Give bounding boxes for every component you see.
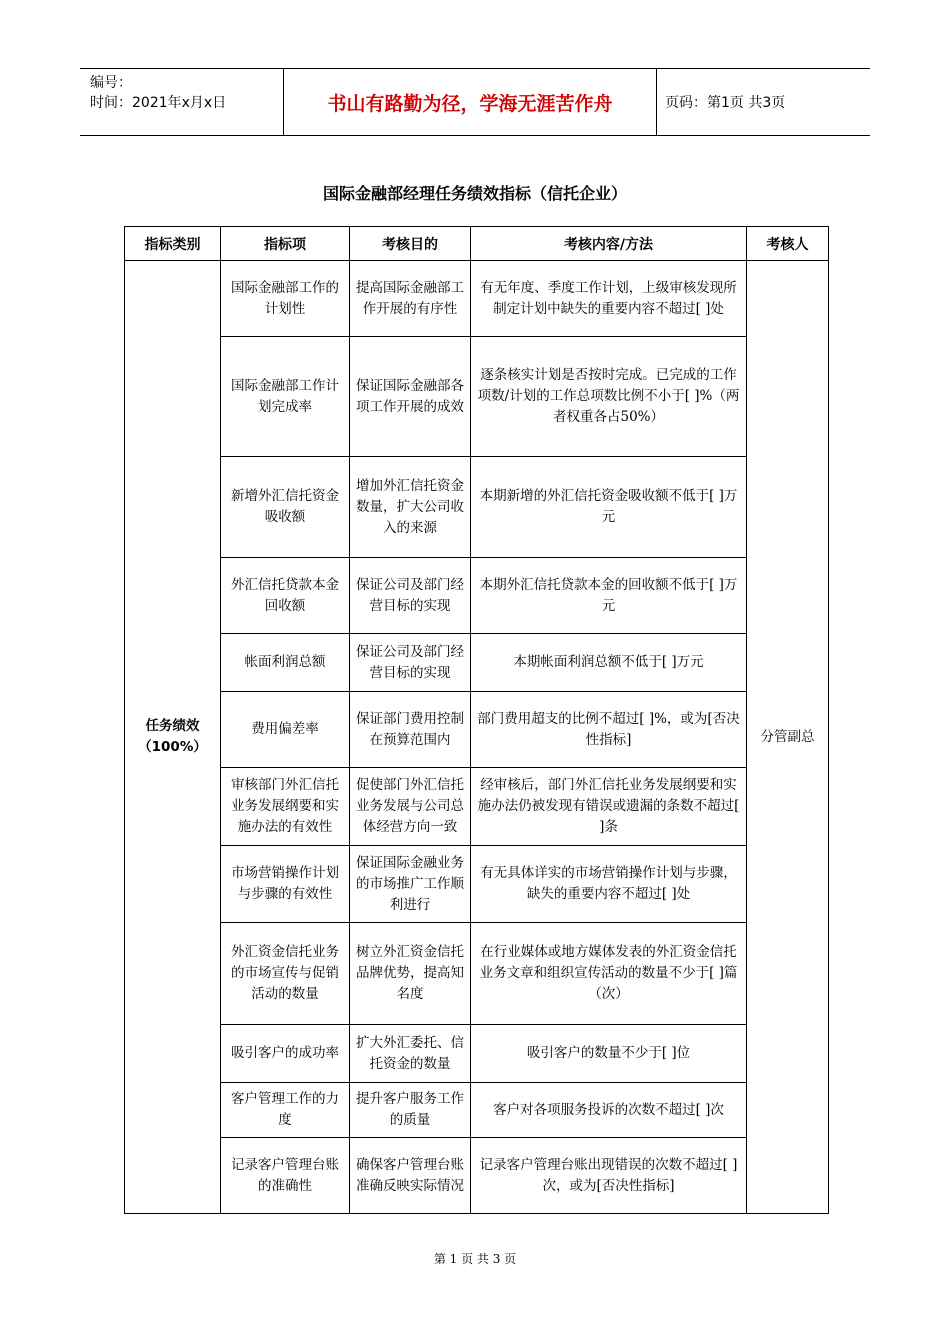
purpose-cell: 确保客户管理台账准确反映实际情况 bbox=[350, 1138, 471, 1214]
method-cell: 部门费用超支的比例不超过[ ]%，或为[否决性指标] bbox=[471, 692, 747, 768]
table-row bbox=[125, 634, 829, 692]
purpose-cell: 提升客户服务工作的质量 bbox=[350, 1083, 471, 1138]
purpose-cell: 促使部门外汇信托业务发展与公司总体经营方向一致 bbox=[350, 768, 471, 846]
category-name: 任务绩效 bbox=[145, 718, 200, 734]
method-cell: 逐条核实计划是否按时完成。已完成的工作项数/计划的工作总项数比例不小于[ ]%（两者权重各占50%） bbox=[471, 337, 747, 457]
method-cell: 客户对各项服务投诉的次数不超过[ ]次 bbox=[471, 1083, 747, 1138]
item-cell: 费用偏差率 bbox=[221, 692, 350, 768]
table-row bbox=[125, 923, 829, 1025]
method-cell: 本期帐面利润总额不低于[ ]万元 bbox=[471, 634, 747, 692]
purpose-cell: 增加外汇信托资金数量，扩大公司收入的来源 bbox=[350, 457, 471, 558]
table-row bbox=[125, 1083, 829, 1138]
table-row bbox=[125, 337, 829, 457]
method-cell: 经审核后，部门外汇信托业务发展纲要和实施办法仍被发现有错误或遗漏的条数不超过[ ]条 bbox=[471, 768, 747, 846]
col-header-category: 指标类别 bbox=[125, 227, 221, 261]
item-cell: 国际金融部工作计划完成率 bbox=[221, 337, 350, 457]
page-footer: 第 1 页 共 3 页 bbox=[433, 1252, 517, 1266]
kpi-table bbox=[124, 226, 829, 1214]
document-title: 国际金融部经理任务绩效指标（信托企业） bbox=[322, 184, 627, 203]
method-cell: 本期外汇信托贷款本金的回收额不低于[ ]万元 bbox=[471, 558, 747, 634]
item-cell: 市场营销操作计划与步骤的有效性 bbox=[221, 846, 350, 923]
document-number-label: 编号： bbox=[90, 75, 132, 91]
table-row bbox=[125, 768, 829, 846]
table-row bbox=[125, 457, 829, 558]
method-cell: 吸引客户的数量不少于[ ]位 bbox=[471, 1025, 747, 1083]
col-header-assessor: 考核人 bbox=[747, 227, 829, 261]
purpose-cell: 保证国际金融业务的市场推广工作顺利进行 bbox=[350, 846, 471, 923]
table-header-row bbox=[125, 227, 829, 261]
item-cell: 审核部门外汇信托业务发展纲要和实施办法的有效性 bbox=[221, 768, 350, 846]
header-meta bbox=[80, 69, 283, 135]
method-cell: 有无年度、季度工作计划，上级审核发现所制定计划中缺失的重要内容不超过[ ]处 bbox=[471, 261, 747, 337]
method-cell: 在行业媒体或地方媒体发表的外汇资金信托业务文章和组织宣传活动的数量不少于[ ]篇（次） bbox=[471, 923, 747, 1025]
header-page-info: 页码：第1页 共3页 bbox=[665, 95, 786, 111]
item-cell: 外汇资金信托业务的市场宣传与促销活动的数量 bbox=[221, 923, 350, 1025]
col-header-item: 指标项 bbox=[221, 227, 350, 261]
header-slogan: 书山有路勤为径，学海无涯苦作舟 bbox=[283, 69, 657, 135]
col-header-method: 考核内容/方法 bbox=[471, 227, 747, 261]
method-cell: 记录客户管理台账出现错误的次数不超过[ ]次，或为[否决性指标] bbox=[471, 1138, 747, 1214]
method-cell: 有无具体详实的市场营销操作计划与步骤，缺失的重要内容不超过[ ]处 bbox=[471, 846, 747, 923]
table-row bbox=[125, 261, 829, 337]
purpose-cell: 保证公司及部门经营目标的实现 bbox=[350, 558, 471, 634]
item-cell: 帐面利润总额 bbox=[221, 634, 350, 692]
category-cell bbox=[125, 261, 221, 1214]
item-cell: 国际金融部工作的计划性 bbox=[221, 261, 350, 337]
purpose-cell: 保证国际金融部各项工作开展的成效 bbox=[350, 337, 471, 457]
item-cell: 新增外汇信托资金吸收额 bbox=[221, 457, 350, 558]
col-header-purpose: 考核目的 bbox=[350, 227, 471, 261]
table-row bbox=[125, 846, 829, 923]
document-date: 时间：2021年x月x日 bbox=[90, 95, 227, 111]
item-cell: 记录客户管理台账的准确性 bbox=[221, 1138, 350, 1214]
table-row bbox=[125, 1025, 829, 1083]
purpose-cell: 保证部门费用控制在预算范围内 bbox=[350, 692, 471, 768]
category-weight: （100%） bbox=[138, 739, 207, 755]
table-row bbox=[125, 558, 829, 634]
method-cell: 本期新增的外汇信托资金吸收额不低于[ ]万元 bbox=[471, 457, 747, 558]
purpose-cell: 树立外汇资金信托品牌优势，提高知名度 bbox=[350, 923, 471, 1025]
purpose-cell: 提高国际金融部工作开展的有序性 bbox=[350, 261, 471, 337]
table-row bbox=[125, 1138, 829, 1214]
assessor-cell: 分管副总 bbox=[747, 261, 829, 1214]
table-row bbox=[125, 692, 829, 768]
item-cell: 客户管理工作的力度 bbox=[221, 1083, 350, 1138]
purpose-cell: 保证公司及部门经营目标的实现 bbox=[350, 634, 471, 692]
item-cell: 吸引客户的成功率 bbox=[221, 1025, 350, 1083]
purpose-cell: 扩大外汇委托、信托资金的数量 bbox=[350, 1025, 471, 1083]
page-header bbox=[80, 68, 870, 136]
item-cell: 外汇信托贷款本金回收额 bbox=[221, 558, 350, 634]
